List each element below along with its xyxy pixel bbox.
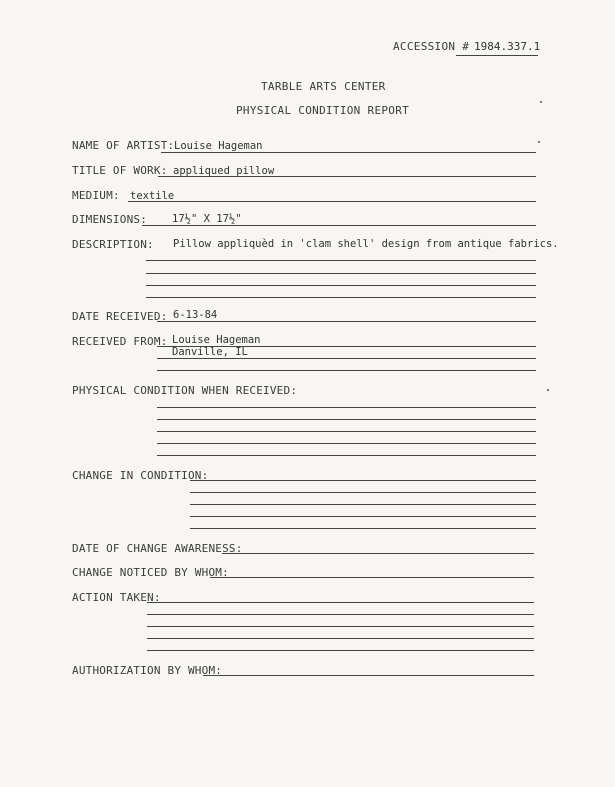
received-from-rule-2 [157, 358, 536, 359]
change-condition-rule-4 [190, 516, 536, 517]
description-value: Pillow appliquèd in 'clam shell' design from antique fabrics. [173, 238, 559, 250]
change-condition-rule-3 [190, 504, 536, 505]
dimensions-value: 17½" X 17½" [172, 213, 242, 225]
accession-rule [456, 55, 538, 56]
change-condition-rule-5 [190, 528, 536, 529]
medium-value: textile [130, 190, 175, 202]
physical-condition-rule-3 [157, 431, 536, 432]
authorization-label: AUTHORIZATION BY WHOM: [72, 664, 223, 677]
paper-speck [547, 389, 549, 391]
change-condition-rule-1 [190, 480, 536, 481]
noticed-by-rule [210, 577, 534, 578]
action-taken-label: ACTION TAKEN: [72, 591, 161, 604]
dimensions-label: DIMENSIONS: [72, 213, 148, 226]
title-rule [158, 176, 536, 177]
paper-speck [538, 141, 540, 143]
physical-condition-rule-5 [157, 455, 536, 456]
change-condition-rule-2 [190, 492, 536, 493]
description-rule-1 [146, 260, 536, 261]
action-taken-rule-2 [147, 614, 534, 615]
date-change-label: DATE OF CHANGE AWARENESS: [72, 542, 243, 555]
date-received-value: 6-13-84 [173, 309, 218, 321]
description-rule-4 [146, 297, 536, 298]
description-label: DESCRIPTION: [72, 238, 154, 251]
institution-name: TARBLE ARTS CENTER [261, 80, 386, 93]
received-from-line2: Danville, IL [172, 346, 248, 358]
action-taken-rule-3 [147, 626, 534, 627]
received-from-rule-3 [157, 370, 536, 371]
paper-speck [540, 101, 542, 103]
date-received-rule [157, 321, 536, 322]
physical-condition-rule-1 [157, 407, 536, 408]
action-taken-rule-1 [147, 602, 534, 603]
report-title: PHYSICAL CONDITION REPORT [236, 104, 410, 117]
authorization-rule [203, 675, 534, 676]
medium-label: MEDIUM: [72, 189, 120, 202]
title-label: TITLE OF WORK: [72, 164, 168, 177]
accession-label: ACCESSION # [393, 40, 470, 53]
received-from-label: RECEIVED FROM: [72, 335, 168, 348]
date-received-label: DATE RECEIVED: [72, 310, 168, 323]
noticed-by-label: CHANGE NOTICED BY WHOM: [72, 566, 229, 579]
description-rule-2 [146, 273, 536, 274]
change-condition-label: CHANGE IN CONDITION: [72, 469, 209, 482]
artist-label: NAME OF ARTIST: [72, 139, 175, 152]
physical-condition-rule-4 [157, 443, 536, 444]
received-from-line1: Louise Hageman [172, 334, 261, 346]
dimensions-rule [142, 225, 536, 226]
artist-rule [161, 152, 536, 153]
date-change-rule [222, 553, 534, 554]
artist-value: Louise Hageman [174, 140, 263, 152]
medium-rule [128, 201, 536, 202]
action-taken-rule-5 [147, 650, 534, 651]
title-value: appliqued pillow [173, 165, 275, 177]
action-taken-rule-4 [147, 638, 534, 639]
physical-condition-rule-2 [157, 419, 536, 420]
description-rule-3 [146, 285, 536, 286]
accession-number: 1984.337.1 [474, 40, 541, 53]
physical-condition-label: PHYSICAL CONDITION WHEN RECEIVED: [72, 384, 298, 397]
